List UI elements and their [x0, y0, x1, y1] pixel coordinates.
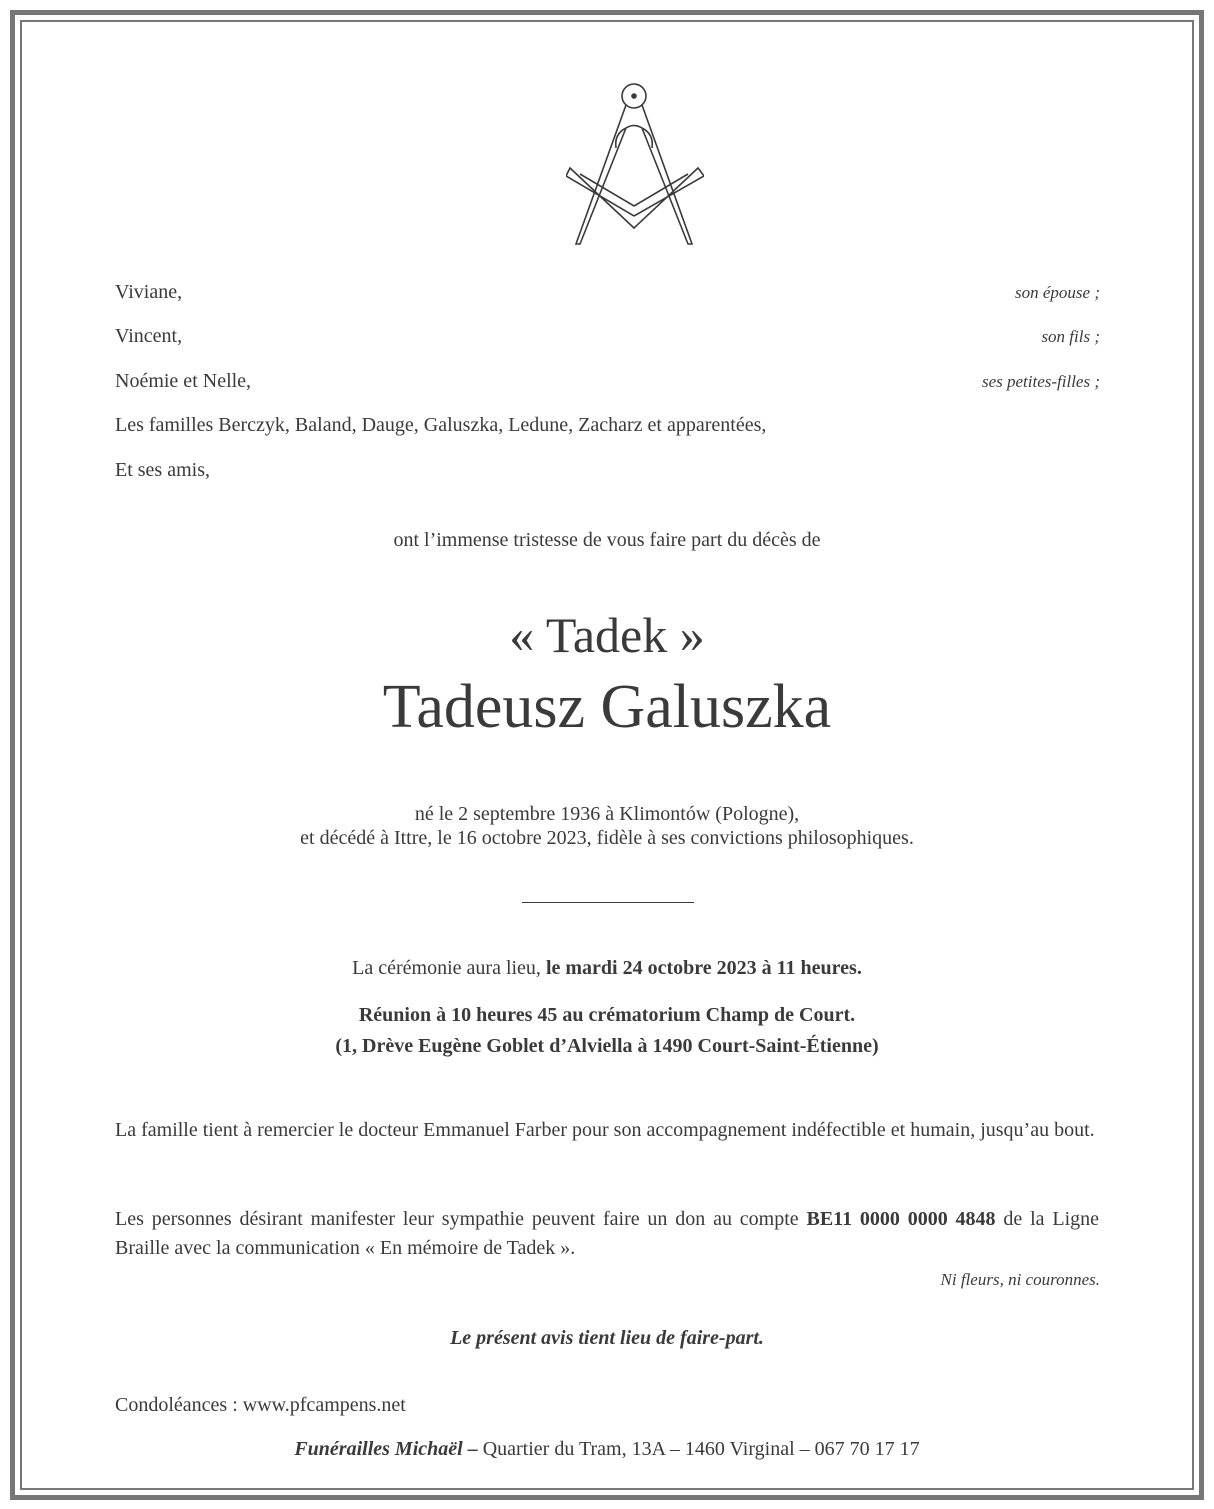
family-name-3: Noémie et Nelle, — [115, 370, 252, 392]
donation-after: de la Ligne Braille avec la communication « En mémoire de Tadek ». — [115, 1208, 1100, 1259]
friends-line: Et ses amis, — [115, 459, 210, 481]
deceased-name: Tadeusz Galuszka — [382, 673, 832, 741]
footer-line — [0, 1437, 1214, 1461]
donation-paragraph — [115, 1205, 1099, 1263]
donation-account: BE11 0000 0000 4848 — [806, 1208, 996, 1230]
nickname: « Tadek » — [509, 607, 705, 663]
no-flowers: Ni fleurs, ni couronnes. — [940, 1270, 1100, 1289]
family-relation-2: son fils ; — [1041, 327, 1100, 346]
ceremony-date: le mardi 24 octobre 2023 à 11 heures. — [545, 957, 862, 979]
intro-line: ont l’immense tristesse de vous faire part du décès de — [393, 529, 821, 551]
footer-company: Funérailles Michaël – — [294, 1438, 478, 1460]
condolences-line: Condoléances : www.pfcampens.net — [115, 1394, 406, 1416]
family-relation-3: ses petites-filles ; — [981, 372, 1100, 391]
ceremony-address: (1, Drève Eugène Goblet d’Alviella à 1490 Court-Saint-Étienne) — [335, 1035, 879, 1057]
footer-address: Quartier du Tram, 13A – 1460 Virginal – 067 70 17 17 — [482, 1438, 920, 1460]
family-name-1: Viviane, — [115, 281, 183, 303]
notice-line: Le présent avis tient lieu de faire-part. — [450, 1327, 764, 1349]
birth-line: né le 2 septembre 1936 à Klimontów (Pologne), — [414, 803, 800, 825]
divider — [522, 902, 694, 903]
families-line: Les familles Berczyk, Baland, Dauge, Galuszka, Ledune, Zacharz et apparentées, — [115, 414, 767, 436]
death-line: et décédé à Ittre, le 16 octobre 2023, fidèle à ses convictions philosophiques. — [300, 827, 914, 849]
donation-before: Les personnes désirant manifester leur sympathie peuvent faire un don au compte — [115, 1208, 799, 1230]
ceremony-line — [0, 956, 1214, 980]
family-name-2: Vincent, — [115, 325, 183, 347]
ceremony-prefix: La cérémonie aura lieu, — [352, 957, 541, 979]
family-relation-1: son épouse ; — [1015, 283, 1100, 302]
ceremony-meeting: Réunion à 10 heures 45 au crématorium Champ de Court. — [358, 1004, 856, 1026]
square-and-compasses-icon — [566, 78, 704, 248]
thanks-paragraph: La famille tient à remercier le docteur Emmanuel Farber pour son accompagnement indéfectible et humain, jusqu’au bout. — [115, 1119, 1095, 1141]
